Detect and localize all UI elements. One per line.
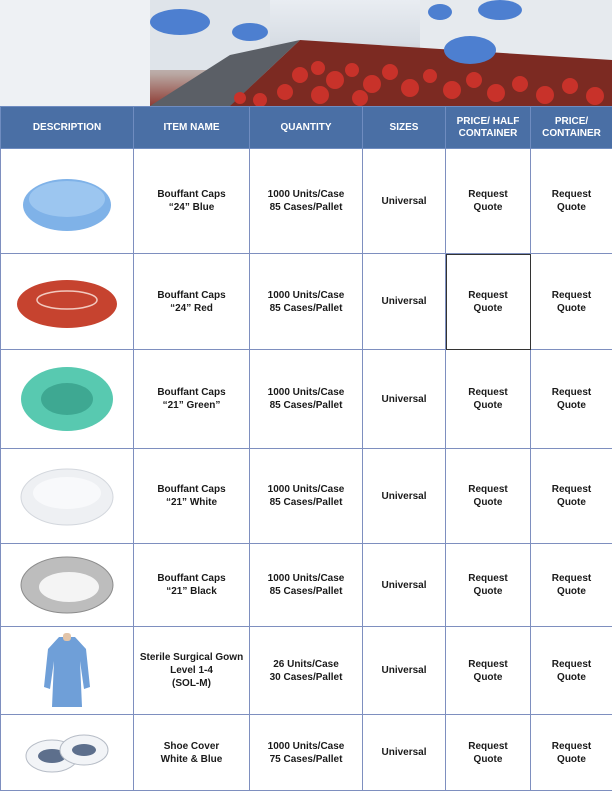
item-name-cell: Bouffant Caps “21” Green” [134,350,250,449]
item-name-cell: Bouffant Caps “21” Black [134,544,250,627]
header-price-container [531,107,612,149]
surgical-gown-icon [42,631,92,711]
description-cell [1,449,134,544]
request-quote-full[interactable]: Request Quote [531,350,612,449]
red-bouffant-cap-icon [15,272,119,332]
table-row [1,449,612,544]
quantity-cell: 1000 Units/Case 85 Cases/Pallet [250,544,363,627]
item-name-cell: Bouffant Caps “24” Blue [134,149,250,254]
header-item-name: ITEM NAME [134,107,250,149]
quantity-cell: 1000 Units/Case 85 Cases/Pallet [250,254,363,350]
table-header-row [1,107,612,149]
table-row [1,715,612,791]
hero-banner-image [0,0,612,106]
size-cell: Universal [363,544,446,627]
description-cell [1,254,134,350]
request-quote-full[interactable]: Request Quote [531,149,612,254]
quantity-cell: 26 Units/Case 30 Cases/Pallet [250,627,363,715]
request-quote-half[interactable]: Request Quote [446,350,531,449]
request-quote-half[interactable]: Request Quote [446,715,531,791]
description-cell [1,544,134,627]
description-cell [1,149,134,254]
header-sizes: SIZES [363,107,446,149]
description-cell [1,715,134,791]
size-cell: Universal [363,715,446,791]
table-row [1,254,612,350]
header-price-half-line2: CONTAINER [458,127,518,139]
product-table [0,106,612,791]
size-cell: Universal [363,627,446,715]
table-row [1,627,612,715]
green-bouffant-cap-icon [17,363,117,435]
item-name-cell: Shoe Cover White & Blue [134,715,250,791]
request-quote-half[interactable]: Request Quote [446,627,531,715]
header-price-full-line1: PRICE/ [554,115,589,127]
table-row [1,544,612,627]
request-quote-full[interactable]: Request Quote [531,715,612,791]
size-cell: Universal [363,350,446,449]
request-quote-half[interactable]: Request Quote [446,149,531,254]
black-bouffant-cap-icon [17,553,117,617]
white-bouffant-cap-icon [17,463,117,529]
item-name-cell: Bouffant Caps “21” White [134,449,250,544]
header-price-full-line2: CONTAINER [542,127,601,139]
size-cell: Universal [363,254,446,350]
request-quote-half[interactable]: Request Quote [446,449,531,544]
table-row [1,149,612,254]
quantity-cell: 1000 Units/Case 85 Cases/Pallet [250,350,363,449]
request-quote-full[interactable]: Request Quote [531,254,612,350]
tomato-sorting-photo [0,0,612,106]
description-cell [1,350,134,449]
header-quantity: QUANTITY [250,107,363,149]
item-name-cell: Bouffant Caps “24” Red [134,254,250,350]
size-cell: Universal [363,449,446,544]
request-quote-half[interactable]: Request Quote [446,544,531,627]
quantity-cell: 1000 Units/Case 85 Cases/Pallet [250,449,363,544]
description-cell [1,627,134,715]
header-description: DESCRIPTION [1,107,134,149]
header-price-half-line1: PRICE/ HALF [456,115,520,127]
blue-bouffant-cap-icon [19,169,115,233]
request-quote-full[interactable]: Request Quote [531,627,612,715]
shoe-cover-icon [22,726,112,780]
header-price-half-container [446,107,531,149]
quantity-cell: 1000 Units/Case 85 Cases/Pallet [250,149,363,254]
request-quote-full[interactable]: Request Quote [531,544,612,627]
request-quote-full[interactable]: Request Quote [531,449,612,544]
request-quote-half[interactable]: Request Quote [446,254,531,350]
quantity-cell: 1000 Units/Case 75 Cases/Pallet [250,715,363,791]
table-row [1,350,612,449]
item-name-cell: Sterile Surgical Gown Level 1-4 (SOL-M) [134,627,250,715]
size-cell: Universal [363,149,446,254]
